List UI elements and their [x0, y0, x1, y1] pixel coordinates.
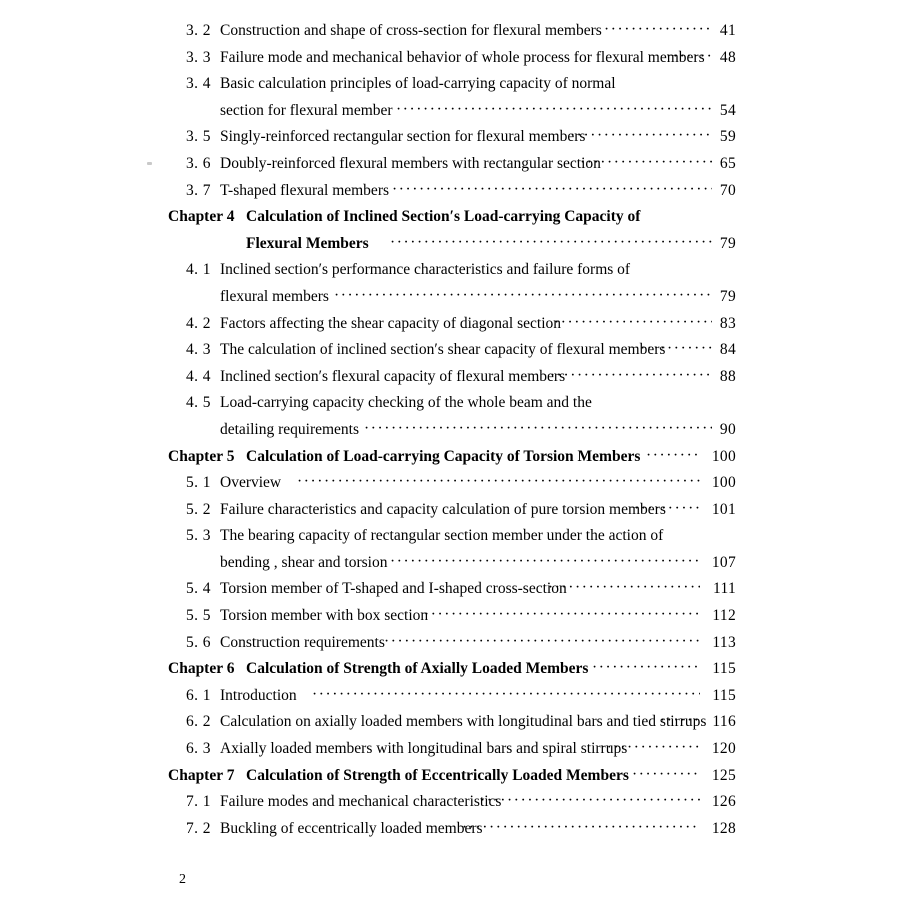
section-number: 3. 3: [186, 48, 211, 66]
chapter-title: Calculation of Strength of Axially Loaded Members: [246, 660, 589, 678]
toc-section-entry[interactable]: [0, 390, 900, 417]
toc-section-entry[interactable]: [0, 523, 900, 550]
section-number: 6. 2: [186, 713, 211, 731]
page-number: 101: [711, 500, 736, 518]
toc-section-entry[interactable]: [0, 709, 900, 736]
section-number: 4. 1: [186, 261, 211, 279]
toc-section-entry[interactable]: [0, 124, 900, 151]
section-title: Doubly-reinforced flexural members with rectangular section: [220, 154, 601, 172]
section-title: The calculation of inclined section′s shear capacity of flexural members: [220, 341, 666, 359]
toc-section-entry[interactable]: [0, 257, 900, 284]
section-title: Failure characteristics and capacity calculation of pure torsion members: [220, 500, 666, 518]
toc-section-entry[interactable]: [0, 284, 900, 311]
toc-section-entry[interactable]: [0, 683, 900, 710]
section-number: 7. 2: [186, 819, 211, 837]
toc-chapter-entry[interactable]: [0, 204, 900, 231]
page-number: 59: [719, 128, 736, 146]
leader-dots: [384, 630, 700, 657]
section-number: 4. 3: [186, 341, 211, 359]
leader-dots: [550, 364, 712, 391]
toc-section-entry[interactable]: [0, 417, 900, 444]
section-title: Basic calculation principles of load-carrying capacity of normal: [220, 75, 616, 93]
toc-section-entry[interactable]: [0, 630, 900, 657]
section-number: 3. 4: [186, 75, 211, 93]
page-number: 70: [719, 181, 736, 199]
chapter-label: Chapter 6: [168, 660, 235, 678]
toc-section-entry[interactable]: [0, 364, 900, 391]
leader-dots: [390, 550, 700, 577]
leader-dots: [396, 98, 712, 125]
section-title: bending , shear and torsion: [220, 553, 388, 571]
section-number: 5. 5: [186, 607, 211, 625]
page-number: 41: [719, 22, 736, 39]
section-title: Introduction: [220, 686, 297, 704]
toc-section-entry[interactable]: [0, 470, 900, 497]
leader-dots: [592, 656, 700, 683]
toc-section-entry[interactable]: [0, 151, 900, 178]
toc-section-entry[interactable]: [0, 311, 900, 338]
leader-dots: [462, 816, 700, 843]
page-number: 128: [711, 819, 736, 837]
page-number: 90: [719, 420, 736, 438]
chapter-title: Calculation of Strength of Eccentrically Loaded Members: [246, 766, 629, 784]
page-number: 115: [712, 660, 736, 678]
section-title: T-shaped flexural members: [220, 181, 390, 199]
leader-dots: [632, 763, 700, 790]
chapter-label: Chapter 5: [168, 447, 235, 465]
leader-dots: [390, 231, 712, 258]
section-title: detailing requirements: [220, 420, 360, 438]
section-title: flexural members: [220, 287, 329, 305]
section-title: Axially loaded members with longitudinal bars and spiral stirrups: [220, 740, 628, 758]
toc-section-entry[interactable]: [0, 816, 900, 843]
page-number: 111: [713, 580, 736, 598]
page-number: 113: [712, 633, 736, 651]
leader-dots: [312, 683, 700, 710]
toc-section-entry[interactable]: [0, 603, 900, 630]
toc-chapter-entry[interactable]: [0, 763, 900, 790]
toc-chapter-entry[interactable]: [0, 444, 900, 471]
leader-dots: [392, 178, 712, 205]
section-number: 5. 6: [186, 633, 211, 651]
toc-section-entry[interactable]: [0, 337, 900, 364]
toc-section-entry[interactable]: [0, 178, 900, 205]
leader-dots: [424, 603, 700, 630]
leader-dots: [570, 124, 712, 151]
page-number: 65: [719, 154, 736, 172]
section-number: 4. 2: [186, 314, 211, 332]
page-number: 88: [719, 367, 736, 385]
section-number: 5. 2: [186, 500, 211, 518]
section-title: Failure modes and mechanical characteristics: [220, 793, 502, 811]
leader-dots: [297, 470, 700, 497]
page-number: 79: [719, 287, 736, 305]
section-title: Inclined section′s flexural capacity of flexural members: [220, 367, 566, 385]
page-number: 126: [711, 793, 736, 811]
page-number: 79: [719, 234, 736, 252]
section-title: Factors affecting the shear capacity of diagonal section: [220, 314, 562, 332]
section-number: 5. 4: [186, 580, 211, 598]
section-number: 6. 1: [186, 686, 211, 704]
section-title: Torsion member with box section: [220, 607, 429, 625]
toc-section-entry[interactable]: [0, 789, 900, 816]
leader-dots: [480, 789, 700, 816]
leader-dots: [334, 284, 712, 311]
section-title: Buckling of eccentrically loaded members: [220, 819, 483, 837]
section-title: Construction requirements: [220, 633, 385, 651]
page-number: 115: [712, 686, 736, 704]
table-of-contents: [0, 18, 900, 842]
toc-section-entry[interactable]: [0, 71, 900, 98]
section-number: 3. 5: [186, 128, 211, 146]
page-number: 112: [712, 607, 736, 625]
chapter-title: Calculation of Load-carrying Capacity of Torsion Members: [246, 447, 641, 465]
toc-section-entry[interactable]: [0, 497, 900, 524]
section-number: 3. 2: [186, 22, 211, 39]
chapter-title: Flexural Members: [246, 234, 369, 252]
toc-chapter-entry[interactable]: [0, 231, 900, 258]
chapter-label: Chapter 7: [168, 766, 235, 784]
chapter-label: Chapter 4: [168, 208, 235, 226]
page-number: 100: [711, 474, 736, 492]
leader-dots: [554, 311, 712, 338]
page-number: 120: [711, 740, 736, 758]
section-title: Overview: [220, 474, 282, 492]
toc-section-entry[interactable]: [0, 45, 900, 72]
toc-section-entry[interactable]: [0, 18, 900, 45]
section-number: 3. 7: [186, 181, 211, 199]
leader-dots: [364, 417, 712, 444]
section-title: Calculation on axially loaded members with longitudinal bars and tied stirrups: [220, 713, 707, 731]
section-number: 4. 4: [186, 367, 211, 385]
section-title: section for flexural member: [220, 101, 393, 119]
toc-section-entry[interactable]: [0, 736, 900, 763]
page-number: 48: [719, 48, 736, 66]
page-number: 125: [711, 766, 736, 784]
toc-section-entry[interactable]: [0, 550, 900, 577]
section-number: 3. 6: [186, 154, 211, 172]
section-title: Construction and shape of cross-section for flexural members: [220, 22, 602, 39]
page-number: 100: [711, 447, 736, 465]
leader-dots: [600, 736, 700, 763]
section-title: Failure mode and mechanical behavior of whole process for flexural members: [220, 48, 705, 66]
section-number: 4. 5: [186, 394, 211, 412]
section-number: 6. 3: [186, 740, 211, 758]
page-number: 83: [719, 314, 736, 332]
toc-section-entry[interactable]: [0, 576, 900, 603]
page-folio: 2: [179, 872, 186, 887]
section-title: The bearing capacity of rectangular section member under the action of: [220, 527, 664, 545]
toc-section-entry[interactable]: [0, 98, 900, 125]
chapter-title: Calculation of Inclined Section′s Load-carrying Capacity of: [246, 208, 641, 226]
page-number: 116: [712, 713, 736, 731]
section-number: 5. 1: [186, 474, 211, 492]
leader-dots: [634, 497, 700, 524]
section-title: Torsion member of T-shaped and I-shaped cross-section: [220, 580, 567, 598]
toc-chapter-entry[interactable]: [0, 656, 900, 683]
section-number: 5. 3: [186, 527, 211, 545]
page-number: 54: [719, 101, 736, 119]
section-title: Singly-reinforced rectangular section for flexural members: [220, 128, 586, 146]
leader-dots: [548, 576, 700, 603]
section-number: 7. 1: [186, 793, 211, 811]
page-number: 107: [711, 553, 736, 571]
section-title: Inclined section′s performance characteristics and failure forms of: [220, 261, 631, 279]
section-title: Load-carrying capacity checking of the whole beam and the: [220, 394, 592, 412]
page-number: 84: [719, 341, 736, 359]
